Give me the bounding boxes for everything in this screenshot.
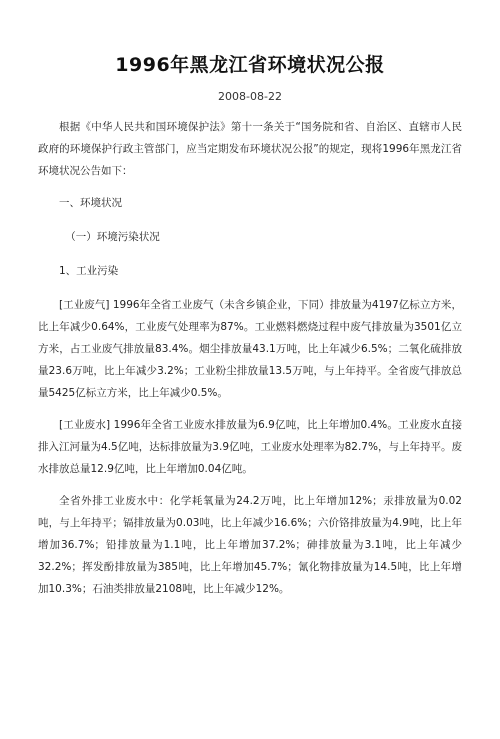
intro-paragraph: 根据《中华人民共和国环境保护法》第十一条关于“国务院和省、自治区、直辖市人民政府的环境保护行政主管部门，应当定期发布环境状况公报”的规定，现将1996年黑龙江省环境状况公告如下： xyxy=(38,121,462,177)
section-heading-environment-status: 一、环境状况 xyxy=(59,197,122,209)
subsection-heading-industrial-pollution: 1、工业污染 xyxy=(59,265,119,277)
pollutant-discharge-paragraph: 全省外排工业废水中：化学耗氧量为24.2万吨，比上年增加12%；汞排放量为0.02吨，与上年持平；镉排放量为0.03吨，比上年减少16.6%；六价铬排放量为4.9吨，比上年增加36.7%；铅排放量为1.1吨，比上年增加37.2%；砷排放量为3.1吨，比上年减少32.2%；挥发酚排放量为385吨，比上年增加45.7%；氰化物排放量为14.5吨，比上年增加10.3%；石油类排放量2108吨，比上年减少12%。 xyxy=(38,495,462,595)
industrial-water-paragraph: [工业废水] 1996年全省工业废水排放量为6.9亿吨，比上年增加0.4%。工业废水直接排入江河量为4.5亿吨，达标排放量为3.9亿吨，工业废水处理率为82.7%，与上年持平。废水排放总量12.9亿吨，比上年增加0.04亿吨。 xyxy=(38,419,462,475)
publish-date: 2008-08-22 xyxy=(218,90,282,103)
industrial-gas-paragraph: [工业废气] 1996年全省工业废气（未含乡镇企业，下同）排放量为4197亿标立方米，比上年减少0.64%，工业废气处理率为87%。工业燃料燃烧过程中废气排放量为3501亿立方米，占工业废气排放量83.4%。烟尘排放量43.1万吨，比上年减少6.5%；二氧化硫排放量23.6万吨，比上年减少3.2%；工业粉尘排放量13.5万吨，与上年持平。全省废气排放总量5425亿标立方米，比上年减少0.5%。 xyxy=(38,299,462,399)
page-title: 1996年黑龙江省环境状况公报 xyxy=(115,54,385,76)
subsection-heading-pollution-status: （一）环境污染状况 xyxy=(65,231,160,243)
document-body xyxy=(38,116,462,610)
